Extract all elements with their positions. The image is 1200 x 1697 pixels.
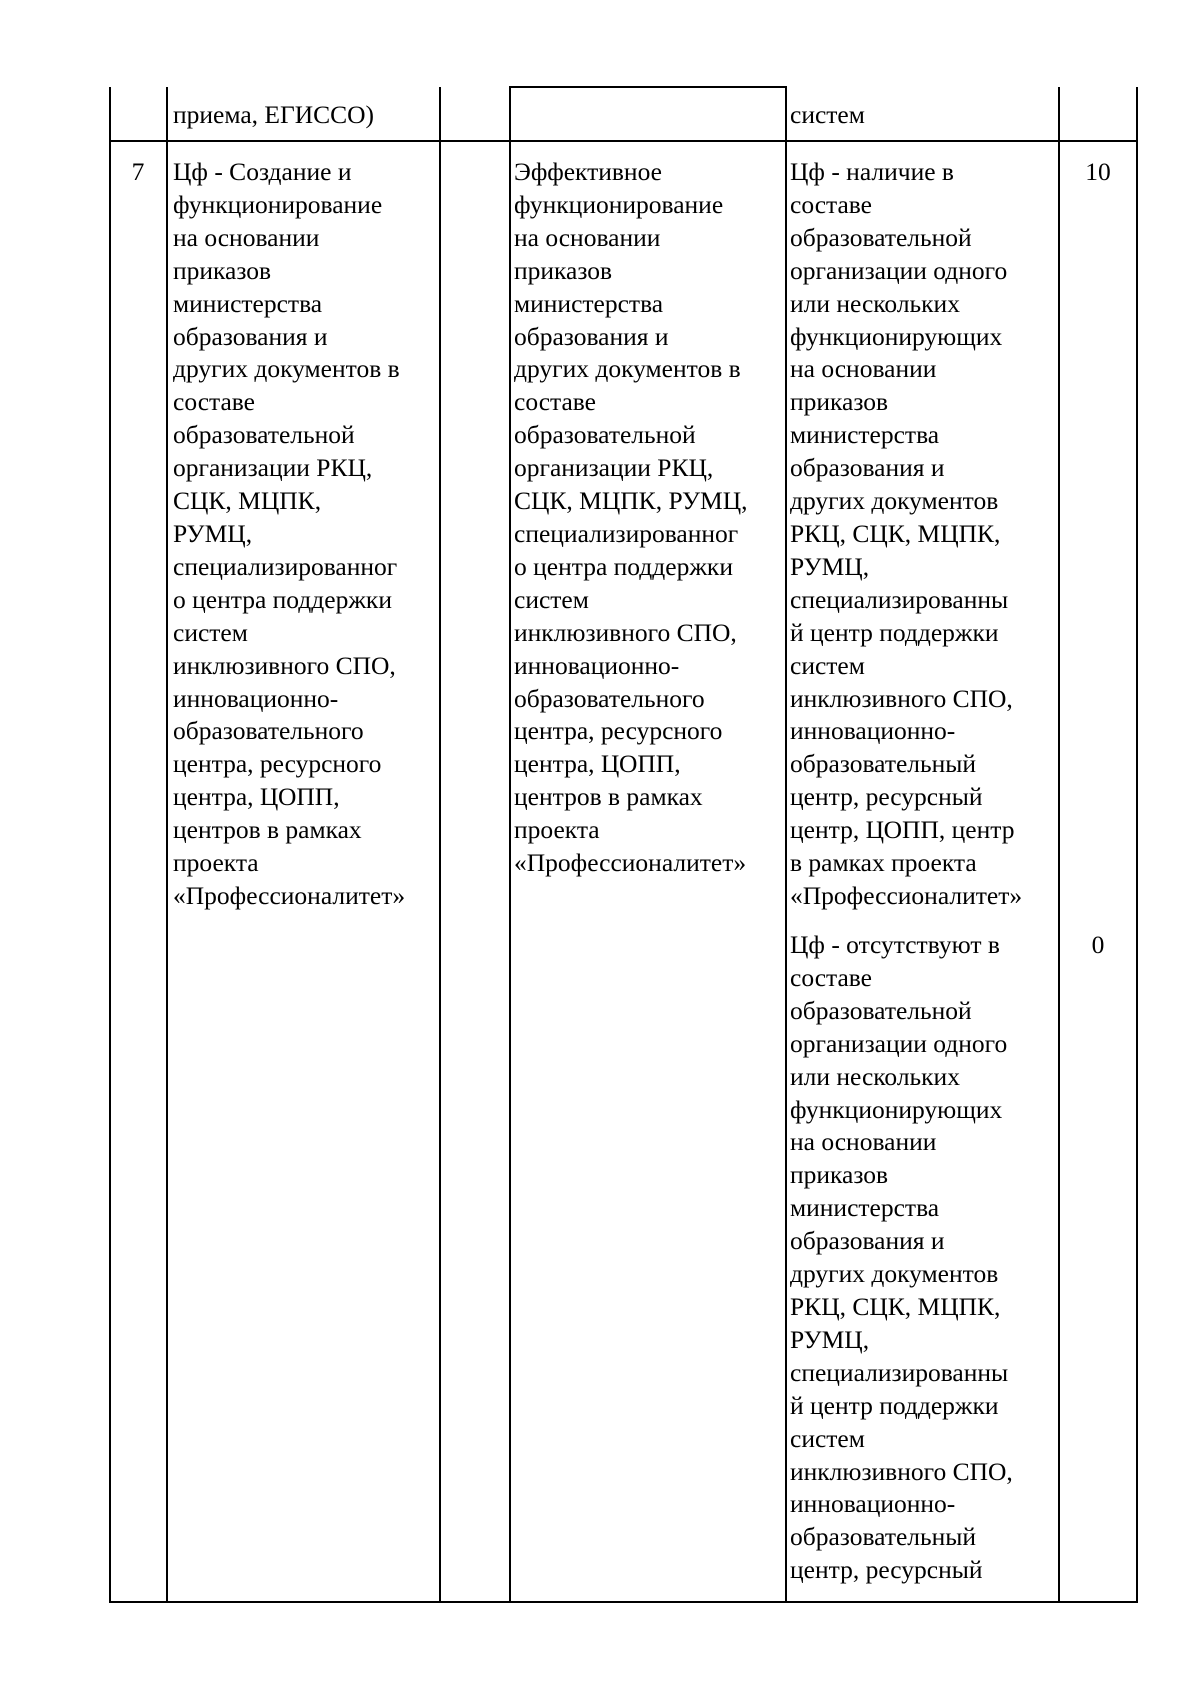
table-border-bottom <box>109 1601 1138 1603</box>
column-divider-1 <box>166 87 168 1603</box>
table-border-left <box>109 87 111 1603</box>
indicator-present-points: 10 <box>1085 157 1111 186</box>
indicator-absent-text: Цф - отсутствуют в составе образовательной организации одного или нескольких функционирующих на основании приказов министерства образования и других документов РКЦ, СЦК, МЦПК, РУМЦ, специализированны й центр поддержки систем инклюзивного СПО, инновационно- образовательный центр, ресурсный <box>790 930 1013 1585</box>
row-result-text: Эффективное функционирование на основании приказов министерства образования и других документов в составе образовательной организации РКЦ, СЦК, МЦПК, РУМЦ, специализированног о центра поддержки систем инклюзивного СПО, инновационно- образовательного центра, ресурсного центра, ЦОПП, центров в рамках проекта «Профессионалитет» <box>514 157 748 878</box>
column-divider-4 <box>785 87 787 1603</box>
continuation-indicator-text: систем <box>790 100 865 129</box>
continuation-criterion-text: приема, ЕГИССО) <box>173 100 375 129</box>
column-divider-2 <box>439 87 441 1603</box>
column-divider-5 <box>1058 87 1060 1603</box>
row-number: 7 <box>131 157 145 186</box>
indicator-absent-points: 0 <box>1091 930 1105 959</box>
indicator-present-text: Цф - наличие в составе образовательной организации одного или нескольких функционирующих на основании приказов министерства образования и других документов РКЦ, СЦК, МЦПК, РУМЦ, специализированны й центр поддержки систем инклюзивного СПО, инновационно- образовательный центр, ресурсный центр, ЦОПП, центр в рамках проекта «Профессионалитет» <box>790 157 1023 910</box>
column-divider-3 <box>509 87 511 1603</box>
row-divider-1 <box>109 140 1138 142</box>
row-criterion-text: Цф - Создание и функционирование на основании приказов министерства образования и других документов в составе образовательной организации РКЦ, СЦК, МЦПК, РУМЦ, специализированног о центра поддержки систем инклюзивного СПО, инновационно- образовательного центра, ресурсного центра, ЦОПП, центров в рамках проекта «Профессионалитет» <box>173 157 406 910</box>
row-divider-top <box>509 86 787 88</box>
table-border-right <box>1136 87 1138 1603</box>
